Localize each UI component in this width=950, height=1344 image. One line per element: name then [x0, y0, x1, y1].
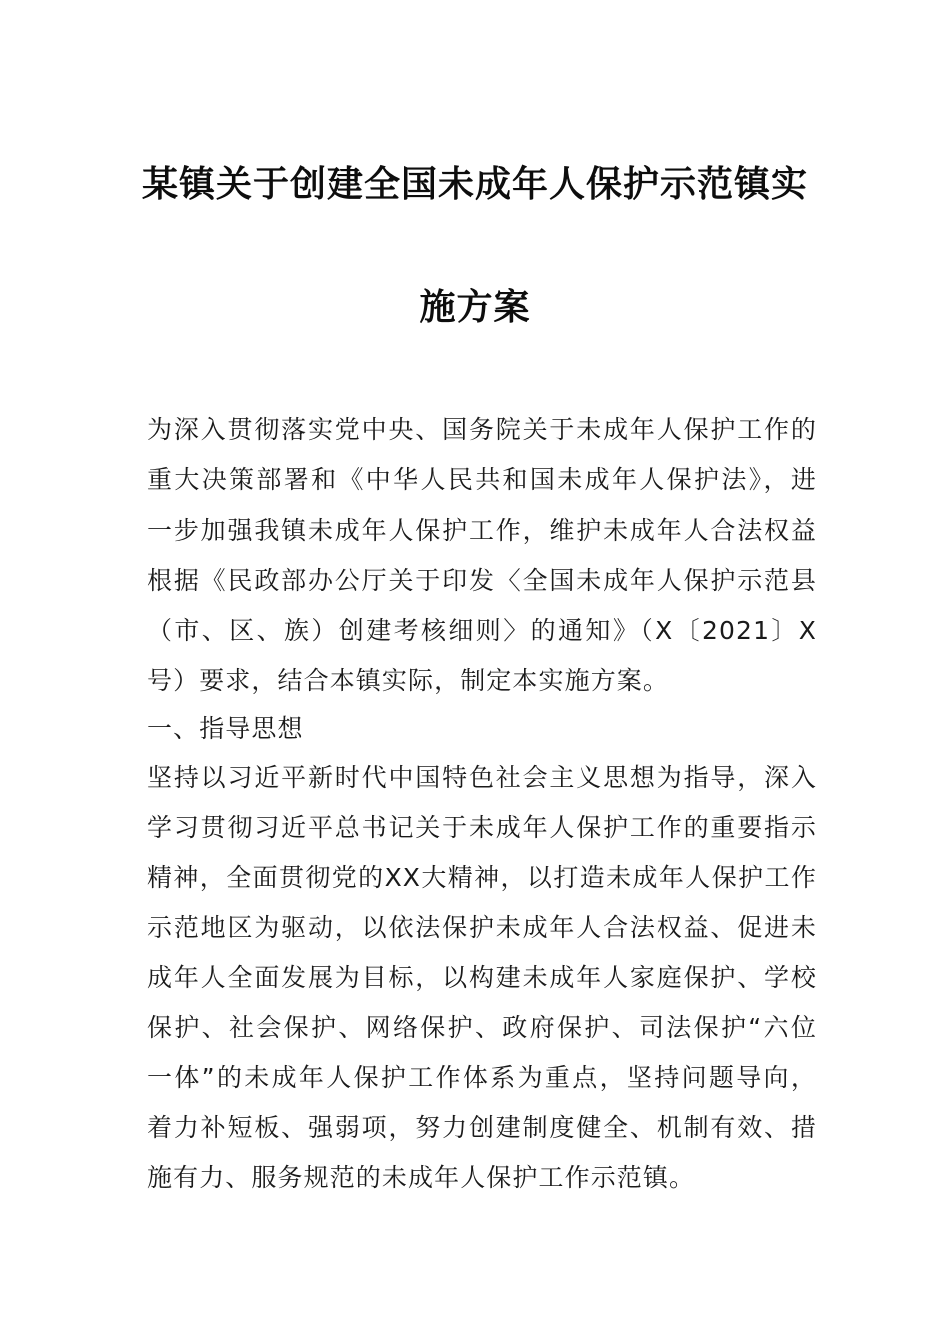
paragraph-1-line: 重大决策部署和《中华人民共和国未成年人保护法》，进 [147, 465, 817, 494]
paragraph-2-line: 精神，全面贯彻党的XX大精神，以打造未成年人保护工作 [147, 863, 817, 892]
paragraph-2-line: 示范地区为驱动，以依法保护未成年人合法权益、促进未 [147, 913, 817, 942]
section-heading: 一、指导思想 [147, 714, 304, 743]
paragraph-1-line: 号）要求，结合本镇实际，制定本实施方案。 [147, 666, 670, 695]
paragraph-2-line: 保护、社会保护、网络保护、政府保护、司法保护“六位 [147, 1013, 817, 1042]
paragraph-2-line: 成年人全面发展为目标，以构建未成年人家庭保护、学校 [147, 963, 817, 992]
paragraph-1-line: 根据《民政部办公厅关于印发〈全国未成年人保护示范县 [147, 566, 817, 595]
paragraph-1-line: 为深入贯彻落实党中央、国务院关于未成年人保护工作的 [147, 415, 817, 444]
paragraph-2-line: 着力补短板、强弱项，努力创建制度健全、机制有效、措 [147, 1113, 817, 1142]
paragraph-1-line: 一步加强我镇未成年人保护工作，维护未成年人合法权益 [147, 516, 817, 545]
paragraph-2-line: 学习贯彻习近平总书记关于未成年人保护工作的重要指示 [147, 813, 817, 842]
document-title-line-1: 某镇关于创建全国未成年人保护示范镇实 [141, 163, 808, 205]
paragraph-2-line: 施有力、服务规范的未成年人保护工作示范镇。 [147, 1163, 696, 1192]
paragraph-2-line: 坚持以习近平新时代中国特色社会主义思想为指导，深入 [147, 763, 817, 792]
paragraph-2-line: 一体”的未成年人保护工作体系为重点，坚持问题导向， [147, 1063, 817, 1092]
document-title-line-2: 施方案 [419, 286, 531, 328]
paragraph-1-line: （市、区、族）创建考核细则〉的通知》（X〔2021〕X [147, 616, 817, 645]
